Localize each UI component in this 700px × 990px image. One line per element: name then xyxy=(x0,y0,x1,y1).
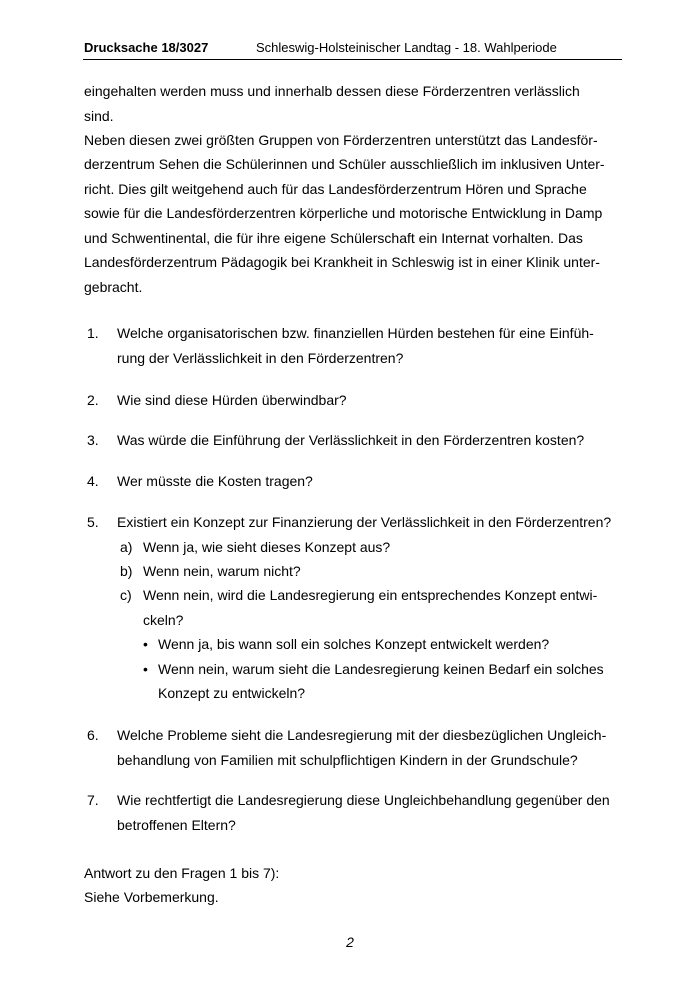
question-number: 2. xyxy=(87,392,99,408)
subquestion-label: c) xyxy=(120,587,132,603)
question-text: Existiert ein Konzept zur Finanzierung der Verlässlichkeit in den Förderzentren? xyxy=(117,514,612,530)
intro-line: sind. xyxy=(84,108,114,124)
question-text: Wer müsste die Kosten tragen? xyxy=(117,473,313,489)
question-text: betroffenen Eltern? xyxy=(117,817,236,833)
answer-heading: Antwort zu den Fragen 1 bis 7): xyxy=(84,865,280,881)
bullet-text: Wenn ja, bis wann soll ein solches Konzept entwickelt werden? xyxy=(158,636,550,652)
answer-text: Siehe Vorbemerkung. xyxy=(84,889,219,905)
header-divider xyxy=(83,59,622,60)
intro-line: und Schwentinental, die für ihre eigene Schülerschaft ein Internat vorhalten. Das xyxy=(84,230,583,246)
question-text: behandlung von Familien mit schulpflichtigen Kindern in der Grundschule? xyxy=(117,752,578,768)
subquestion-text: Wenn nein, warum nicht? xyxy=(143,563,301,579)
intro-line: eingehalten werden muss und innerhalb dessen diese Förderzentren verlässlich xyxy=(84,83,580,99)
subquestion-text: ckeln? xyxy=(143,612,184,628)
subquestion-text: Wenn ja, wie sieht dieses Konzept aus? xyxy=(143,539,391,555)
question-number: 5. xyxy=(87,514,99,530)
intro-line: gebracht. xyxy=(84,279,143,295)
question-number: 6. xyxy=(87,727,99,743)
intro-line: derzentrum Sehen die Schülerinnen und Schüler ausschließlich im inklusiven Unter- xyxy=(84,156,605,172)
intro-line: richt. Dies gilt weitgehend auch für das Landesförderzentrum Hören und Sprache xyxy=(84,181,587,197)
intro-line: sowie für die Landesförderzentren körperliche und motorische Entwicklung in Damp xyxy=(84,205,603,221)
subquestion-text: Wenn nein, wird die Landesregierung ein entsprechendes Konzept entwi- xyxy=(143,587,598,603)
bullet-icon: • xyxy=(143,636,148,652)
question-number: 4. xyxy=(87,473,99,489)
question-text: rung der Verlässlichkeit in den Förderzentren? xyxy=(117,350,404,366)
page-number: 2 xyxy=(346,934,354,950)
question-number: 1. xyxy=(87,325,99,341)
question-text: Welche Probleme sieht die Landesregierung mit der diesbezüglichen Ungleich- xyxy=(117,727,607,743)
bullet-text: Konzept zu entwickeln? xyxy=(158,685,306,701)
subquestion-label: b) xyxy=(120,563,133,579)
intro-line: Neben diesen zwei größten Gruppen von Förderzentren unterstützt das Landesför- xyxy=(84,132,598,148)
bullet-text: Wenn nein, warum sieht die Landesregierung keinen Bedarf ein solches xyxy=(158,661,604,677)
bullet-icon: • xyxy=(143,661,148,677)
document-number: Drucksache 18/3027 xyxy=(84,40,209,55)
question-number: 7. xyxy=(87,792,99,808)
question-text: Wie rechtfertigt die Landesregierung diese Ungleichbehandlung gegenüber den xyxy=(117,792,610,808)
question-text: Wie sind diese Hürden überwindbar? xyxy=(117,392,347,408)
intro-line: Landesförderzentrum Pädagogik bei Krankheit in Schleswig ist in einer Klinik unter- xyxy=(84,254,600,270)
question-text: Was würde die Einführung der Verlässlichkeit in den Förderzentren kosten? xyxy=(117,432,585,448)
subquestion-label: a) xyxy=(120,539,133,555)
parliament-title: Schleswig-Holsteinischer Landtag - 18. Wahlperiode xyxy=(256,40,557,55)
page-header xyxy=(84,40,620,60)
question-number: 3. xyxy=(87,432,99,448)
question-text: Welche organisatorischen bzw. finanziellen Hürden bestehen für eine Einfüh- xyxy=(117,325,594,341)
